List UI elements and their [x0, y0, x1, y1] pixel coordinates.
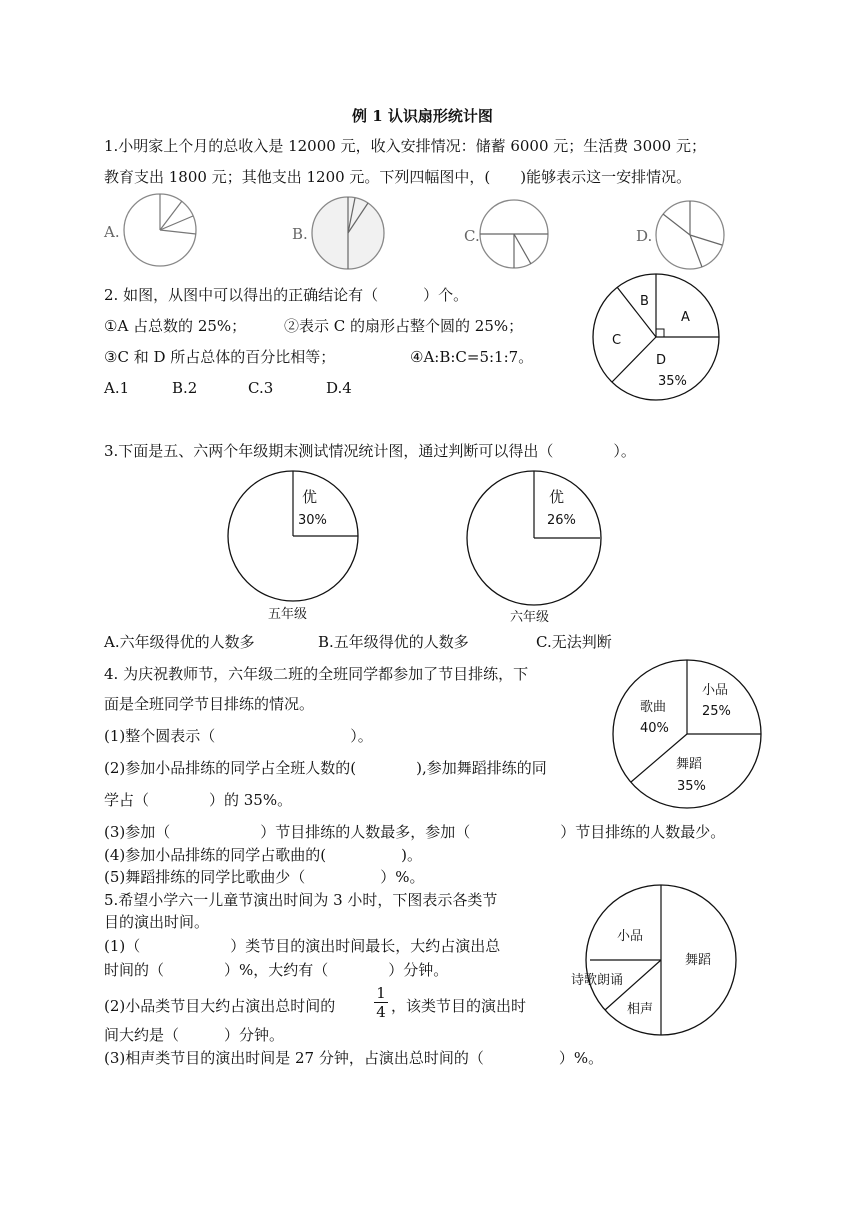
q4-text-line2: 面是全班同学节目排练的情况。 — [104, 695, 315, 713]
q1-option-d-label: D. — [636, 227, 653, 245]
q2-label-c: C — [612, 333, 622, 348]
q5-part-3: (3)相声类节目的演出时间是 27 分钟，占演出总时间的（ ）%。 — [104, 1049, 604, 1067]
q2-statement-3: ③C 和 D 所占总体的百分比相等； — [104, 348, 336, 366]
q2-choice-c: C.3 — [248, 379, 274, 397]
q4-text-line1: 4. 为庆祝教师节，六年级二班的全班同学都参加了节目排练，下 — [104, 665, 529, 683]
q5-fraction-numerator: 1 — [376, 984, 386, 1002]
page-title: 例 1 认识扇形统计图 — [352, 107, 493, 125]
q5-label-dance: 舞蹈 — [685, 953, 712, 968]
q3-choice-b: B.五年级得优的人数多 — [318, 633, 469, 651]
q5-part-2a: (2)小品类节目大约占演出总时间的 — [104, 997, 336, 1015]
q5-fraction — [374, 985, 388, 1020]
q5-label-poetry: 诗歌朗诵 — [571, 973, 624, 988]
q2-statement-1: ①A 占总数的 25%； — [104, 317, 247, 335]
q2-choice-a: A.1 — [104, 379, 130, 397]
q4-part-4: (4)参加小品排练的同学占歌曲的( )。 — [104, 846, 422, 864]
q4-label-song: 歌曲 — [640, 700, 667, 715]
q4-part-3: (3)参加（ ）节目排练的人数最多，参加（ ）节目排练的人数最少。 — [104, 823, 726, 841]
q5-fraction-denominator: 4 — [376, 1003, 386, 1021]
q5-label-skit: 小品 — [617, 929, 644, 944]
q2-label-a: A — [681, 310, 690, 325]
q1-option-a-label: A. — [104, 223, 120, 241]
q2-label-d-pct: 35% — [658, 374, 687, 389]
q2-label-b: B — [640, 294, 649, 309]
q3-grade5-caption: 五年级 — [268, 607, 308, 622]
q3-stem: 3.下面是五、六两个年级期末测试情况统计图，通过判断可以得出（ ）。 — [104, 442, 636, 460]
q4-part-5: (5)舞蹈排练的同学比歌曲少（ ）%。 — [104, 868, 425, 886]
q5-part-2b: 间大约是（ ）分钟。 — [104, 1026, 285, 1044]
q4-part-1: (1)整个圆表示（ ）。 — [104, 727, 373, 745]
q5-part-1a: (1)（ ）类节目的演出时间最长，大约占演出总 — [104, 937, 501, 955]
q5-text-line2: 目的演出时间。 — [104, 913, 210, 931]
q1-option-d-pie — [655, 200, 735, 280]
q1-option-b-pie — [310, 195, 390, 275]
q5-part-2a-end: ，该类节目的演出时 — [391, 997, 527, 1015]
q2-choice-d: D.4 — [326, 379, 352, 397]
q4-label-dance: 舞蹈 — [676, 757, 703, 772]
q3-grade5-pct: 30% — [298, 513, 327, 528]
q3-grade6-pct: 26% — [547, 513, 576, 528]
q4-part-2b: 学占（ ）的 35%。 — [104, 791, 293, 809]
q4-label-skit-pct: 25% — [702, 704, 731, 719]
q1-option-c-pie — [479, 199, 559, 279]
q3-grade5-label: 优 — [302, 488, 318, 506]
q1-text-line1: 1.小明家上个月的总收入是 12000 元，收入安排情况：储蓄 6000 元；生活费 3000 元； — [104, 137, 706, 155]
q4-label-skit: 小品 — [702, 683, 729, 698]
q3-grade6-label: 优 — [549, 488, 565, 506]
q1-option-a-pie — [122, 192, 202, 272]
q3-choice-c: C.无法判断 — [536, 633, 612, 651]
q5-pie-chart — [565, 883, 750, 1043]
q2-statement-4: ④A:B:C=5:1:7。 — [410, 348, 534, 366]
q3-pie-grade5 — [226, 472, 366, 612]
q1-option-c-label: C. — [464, 227, 480, 245]
q4-part-2a: (2)参加小品排练的同学占全班人数的( ),参加舞蹈排练的同 — [104, 759, 547, 777]
q1-text-line2: 教育支出 1800 元；其他支出 1200 元。下列四幅图中，( )能够表示这一安排情况。 — [104, 168, 692, 186]
q4-pie-chart — [610, 658, 760, 808]
q5-part-1b: 时间的（ ）%，大约有（ ）分钟。 — [104, 961, 449, 979]
q2-choice-b: B.2 — [172, 379, 198, 397]
q2-stem: 2. 如图，从图中可以得出的正确结论有（ ）个。 — [104, 286, 469, 304]
q4-label-song-pct: 40% — [640, 721, 669, 736]
q4-label-dance-pct: 35% — [677, 779, 706, 794]
q5-text-line1: 5.希望小学六一儿童节演出时间为 3 小时，下图表示各类节 — [104, 891, 498, 909]
q3-grade6-caption: 六年级 — [510, 610, 550, 625]
q3-choice-a: A.六年级得优的人数多 — [104, 633, 255, 651]
q5-label-xiangsheng: 相声 — [627, 1002, 654, 1017]
q2-pie-chart — [592, 271, 732, 411]
q1-option-b-label: B. — [292, 225, 308, 243]
q2-label-d: D — [656, 353, 667, 368]
q3-pie-grade6 — [467, 472, 607, 612]
q2-statement-2: ②表示 C 的扇形占整个圆的 25%； — [284, 317, 524, 335]
